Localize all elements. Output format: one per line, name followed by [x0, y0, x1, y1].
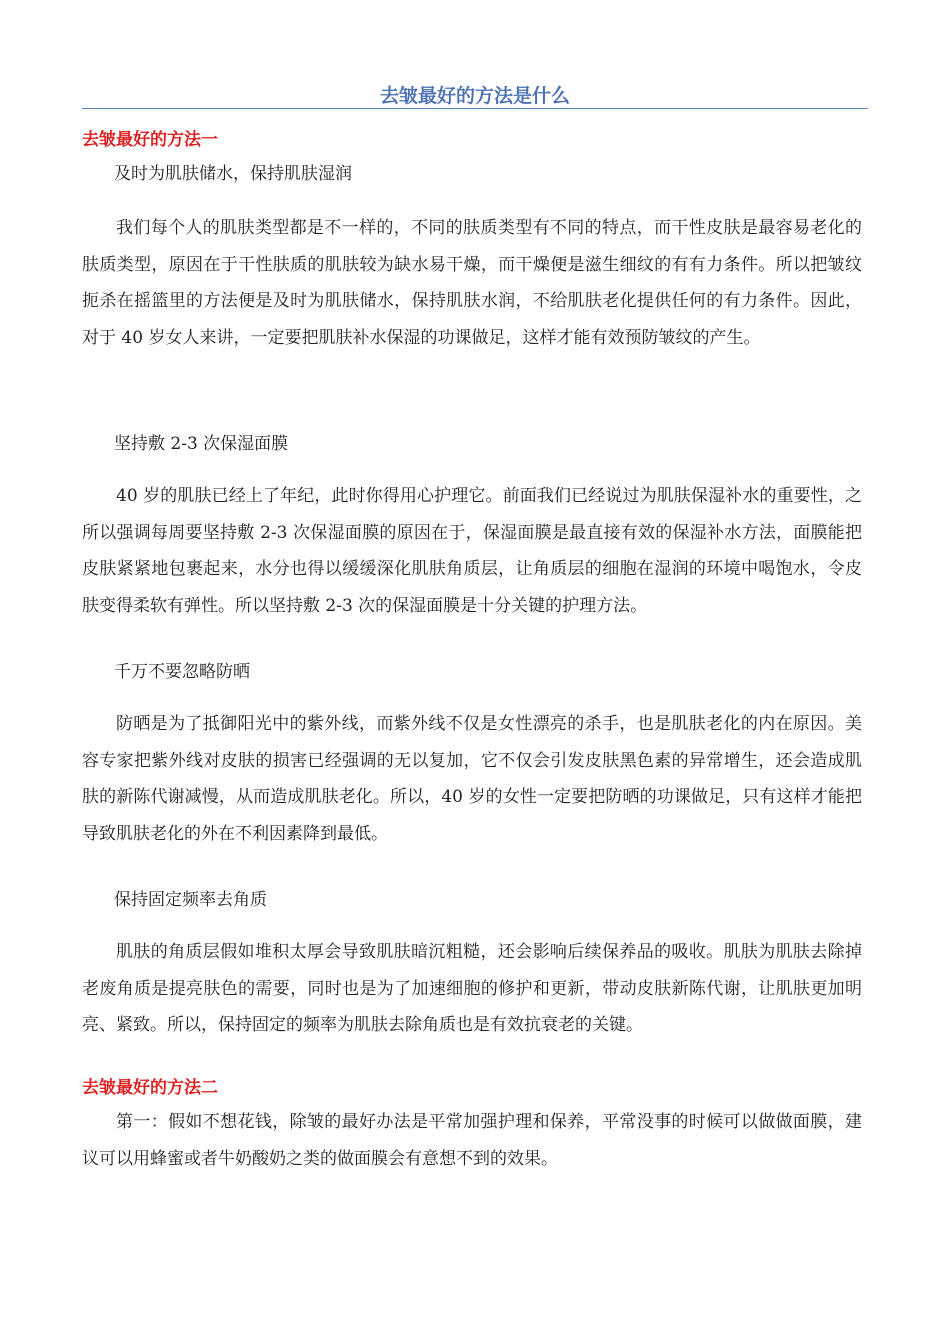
paragraph-first-tip: 第一：假如不想花钱，除皱的最好办法是平常加强护理和保养，平常没事的时候可以做做面膜，建议可以用蜂蜜或者牛奶酸奶之类的做面膜会有意想不到的效果。 [82, 1112, 862, 1169]
title-divider [82, 108, 868, 109]
paragraph-mask: 40 岁的肌肤已经上了年纪，此时你得用心护理它。前面我们已经说过为肌肤保湿补水的重要性，之所以强调每周要坚持敷 2-3 次保湿面膜的原因在于，保湿面膜是最直接有效的保湿补水方法，面膜能把皮肤紧紧地包裹起来，水分也得以缓缓深化肌肤角质层，让角质层的细胞在湿润的环境中喝饱水，令皮肤变得柔软有弹性。所以坚持敷 2-3 次的保湿面膜是十分关键的护理方法。 [82, 486, 862, 616]
subhead-mask: 坚持敷 2-3 次保湿面膜 [114, 434, 289, 454]
page-title: 去皱最好的方法是什么 [379, 85, 570, 107]
paragraph-hydrate: 我们每个人的肌肤类型都是不一样的，不同的肤质类型有不同的特点，而干性皮肤是最容易老化的肤质类型，原因在于干性肤质的肌肤较为缺水易干燥，而干燥便是滋生细纹的有有力条件。所以把皱纹扼杀在摇篮里的方法便是及时为肌肤储水，保持肌肤水润，不给肌肤老化提供任何的有力条件。因此，对于 40 岁女人来讲，一定要把肌肤补水保湿的功课做足，这样才能有效预防皱纹的产生。 [82, 218, 862, 348]
paragraph-sunscreen: 防晒是为了抵御阳光中的紫外线，而紫外线不仅是女性漂亮的杀手，也是肌肤老化的内在原因。美容专家把紫外线对皮肤的损害已经强调的无以复加，它不仅会引发皮肤黑色素的异常增生，还会造成肌肤的新陈代谢减慢，从而造成肌肤老化。所以，40 岁的女性一定要把防晒的功课做足，只有这样才能把导致肌肤老化的外在不利因素降到最低。 [82, 714, 862, 844]
section-heading-method-one: 去皱最好的方法一 [82, 130, 218, 150]
subhead-sunscreen: 千万不要忽略防晒 [114, 662, 250, 682]
section-heading-method-two: 去皱最好的方法二 [82, 1078, 218, 1098]
subhead-exfoliate: 保持固定频率去角质 [114, 890, 267, 910]
paragraph-exfoliate: 肌肤的角质层假如堆积太厚会导致肌肤暗沉粗糙，还会影响后续保养品的吸收。肌肤为肌肤去除掉老废角质是提亮肤色的需要，同时也是为了加速细胞的修护和更新，带动皮肤新陈代谢，让肌肤更加明亮、紧致。所以，保持固定的频率为肌肤去除角质也是有效抗衰老的关键。 [82, 942, 862, 1035]
subhead-hydrate: 及时为肌肤储水，保持肌肤湿润 [114, 164, 352, 184]
